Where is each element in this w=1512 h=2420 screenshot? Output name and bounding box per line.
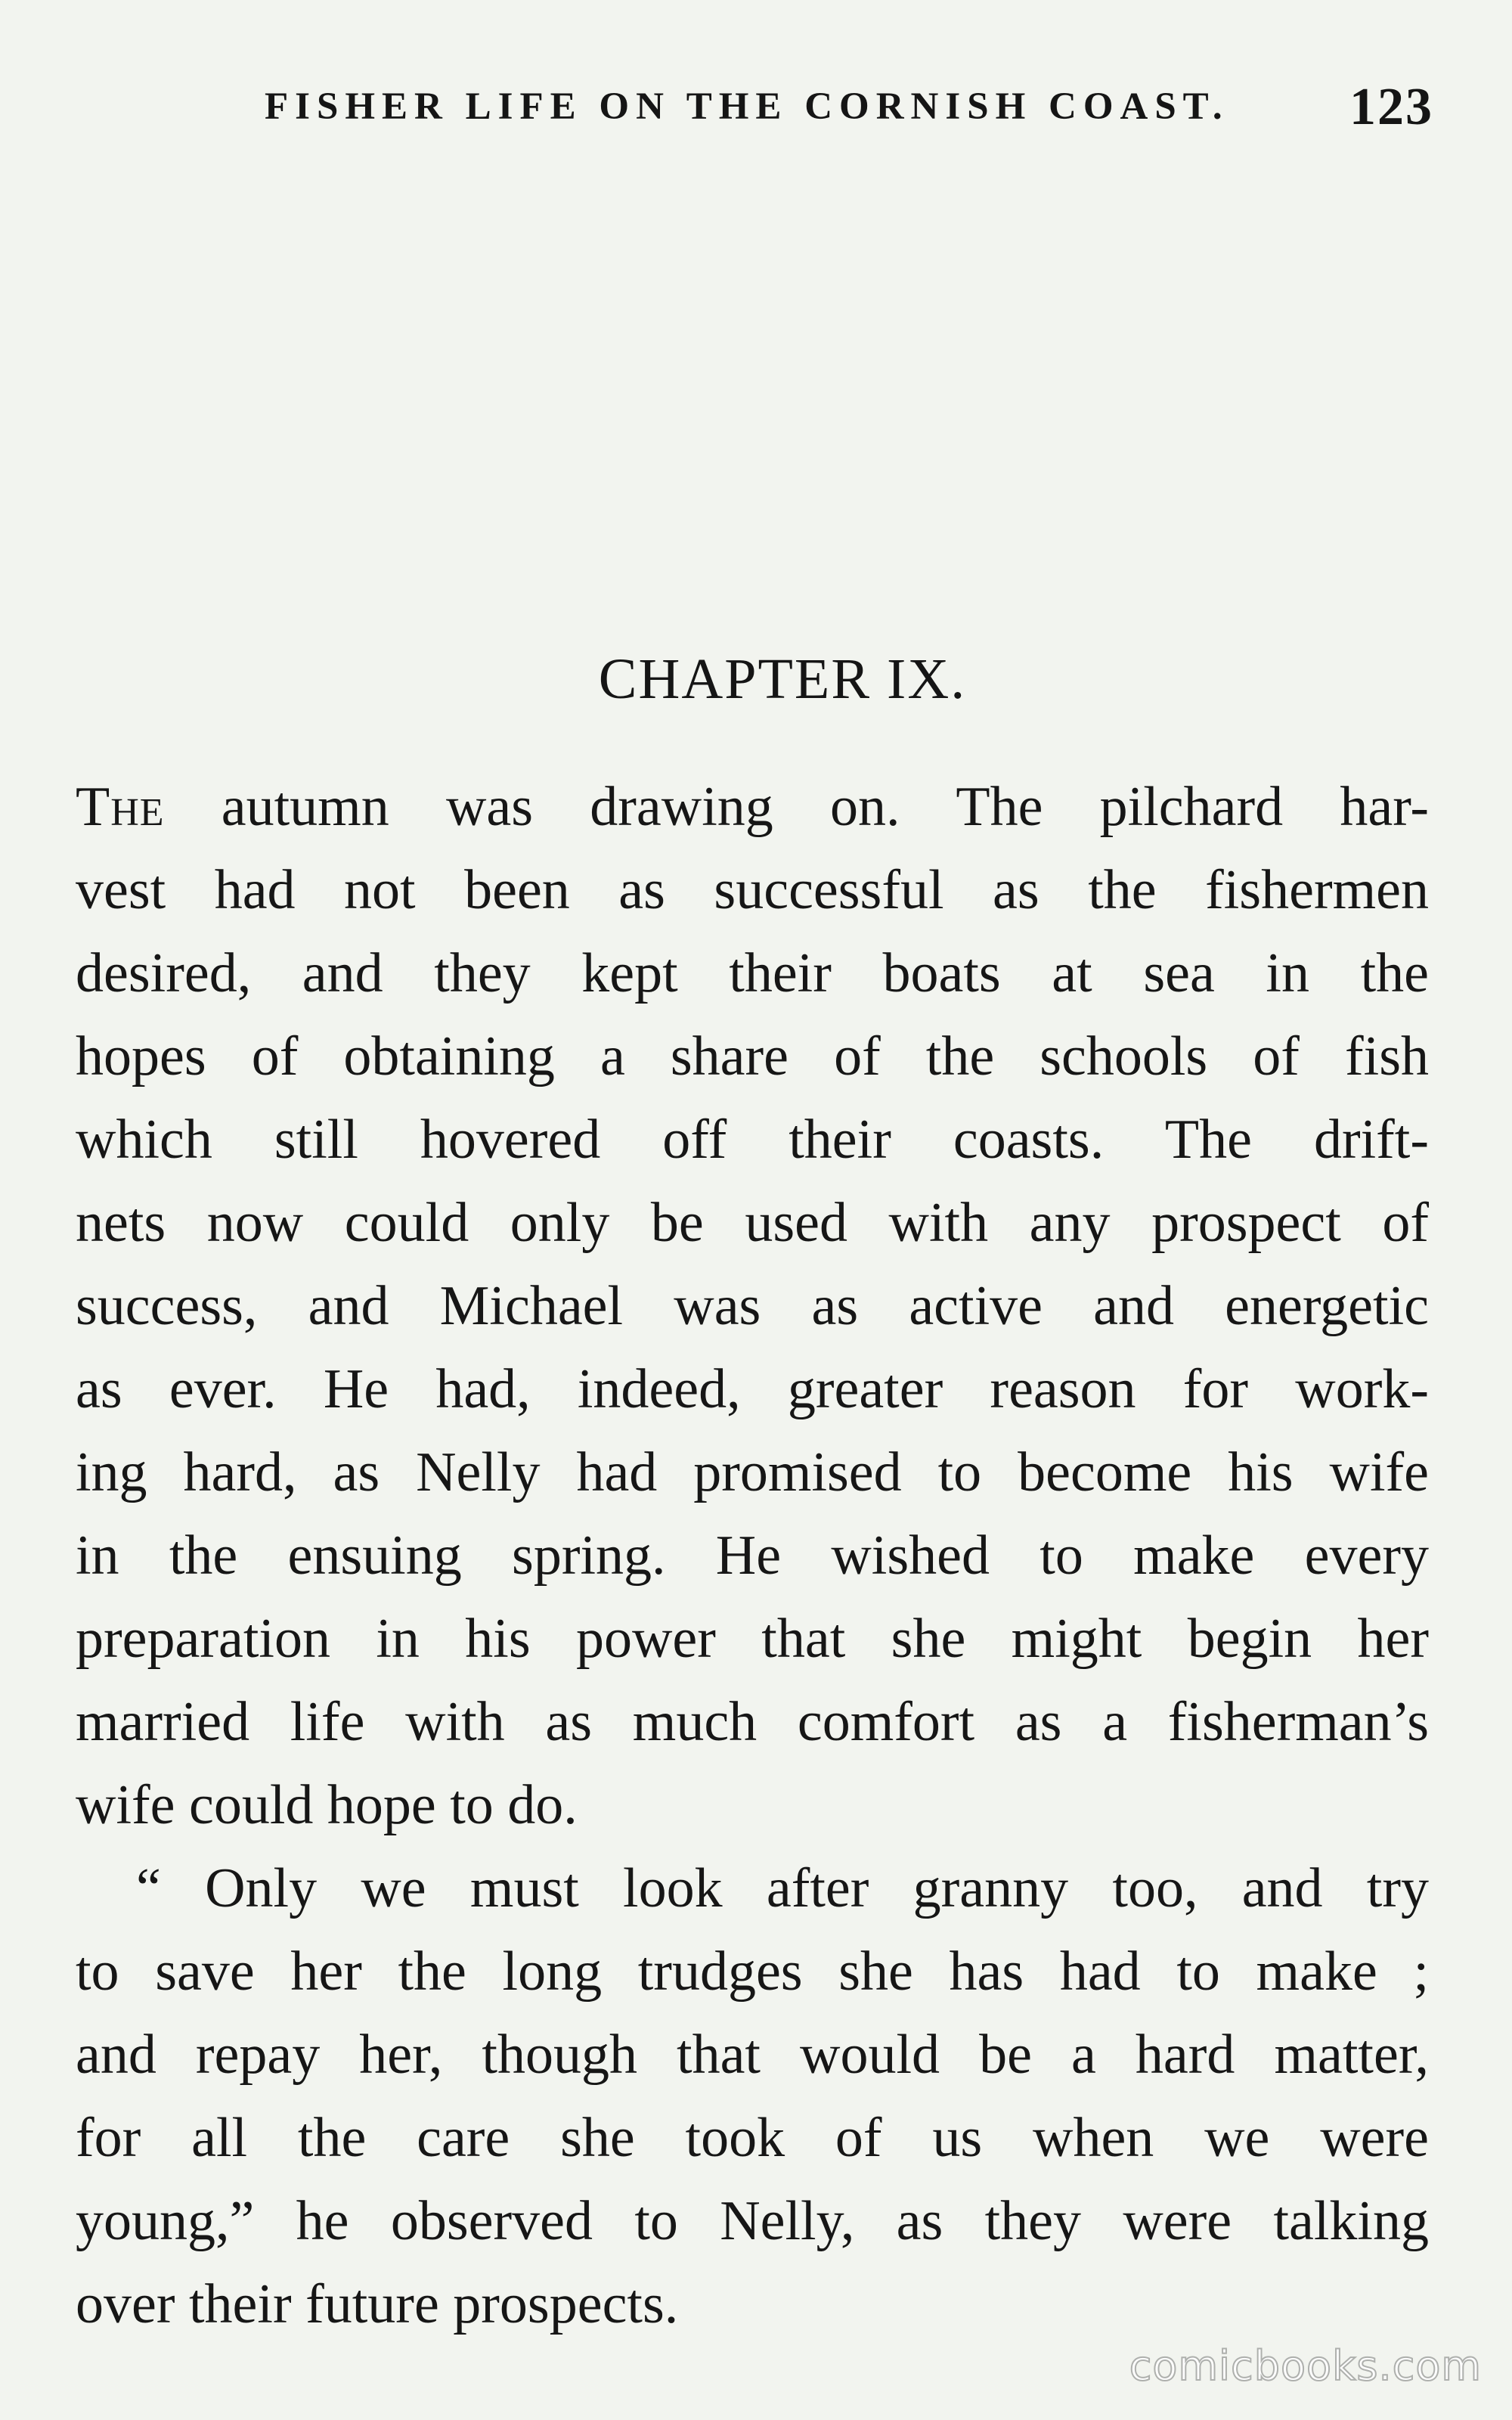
body-text [76,765,1429,2346]
text-line: desired, and they kept their boats at sea in the [76,942,1429,1004]
text-line: nets now could only be used with any prospect of [76,1192,1429,1254]
chapter-heading-text: CHAPTER IX. [598,647,967,711]
chapter-opening-word: The [76,776,165,838]
text-line: vest had not been as successful as the fishermen [76,859,1429,921]
paragraph-1 [76,765,1429,1847]
text-line: “ Only we must look after granny too, and try [136,1857,1429,1919]
page-number: 123 [1349,78,1433,136]
text-line: young,” he observed to Nelly, as they were talking [76,2190,1429,2252]
text-line: as ever. He had, indeed, greater reason for work- [76,1358,1429,1420]
text-line: to save her the long trudges she has had to make ; [76,1941,1429,2003]
text-line: in the ensuing spring. He wished to make every [76,1525,1429,1587]
text-line: and repay her, though that would be a hard matter, [76,2024,1429,2086]
text-line-content: autumn was drawing on. The pilchard har- [164,776,1429,838]
text-line: for all the care she took of us when we were [76,2107,1429,2169]
text-line: ing hard, as Nelly had promised to become his wife [76,1441,1429,1503]
text-line: over their future prospects. [76,2273,679,2335]
text-line [76,765,1429,849]
text-line: wife could hope to do. [76,1774,578,1836]
text-line: success, and Michael was as active and energetic [76,1275,1429,1337]
text-line: hopes of obtaining a share of the schools of fish [76,1025,1429,1087]
chapter-heading [0,647,1512,712]
text-line: which still hovered off their coasts. The drift- [76,1109,1429,1171]
text-line: married life with as much comfort as a fisherman’s [76,1691,1429,1753]
watermark: comicbooks.com [1129,2342,1482,2390]
text-line: preparation in his power that she might begin her [76,1608,1429,1670]
running-head [265,77,1444,138]
paragraph-2 [76,1847,1429,2346]
running-title: FISHER LIFE ON THE CORNISH COAST. [265,85,1229,128]
